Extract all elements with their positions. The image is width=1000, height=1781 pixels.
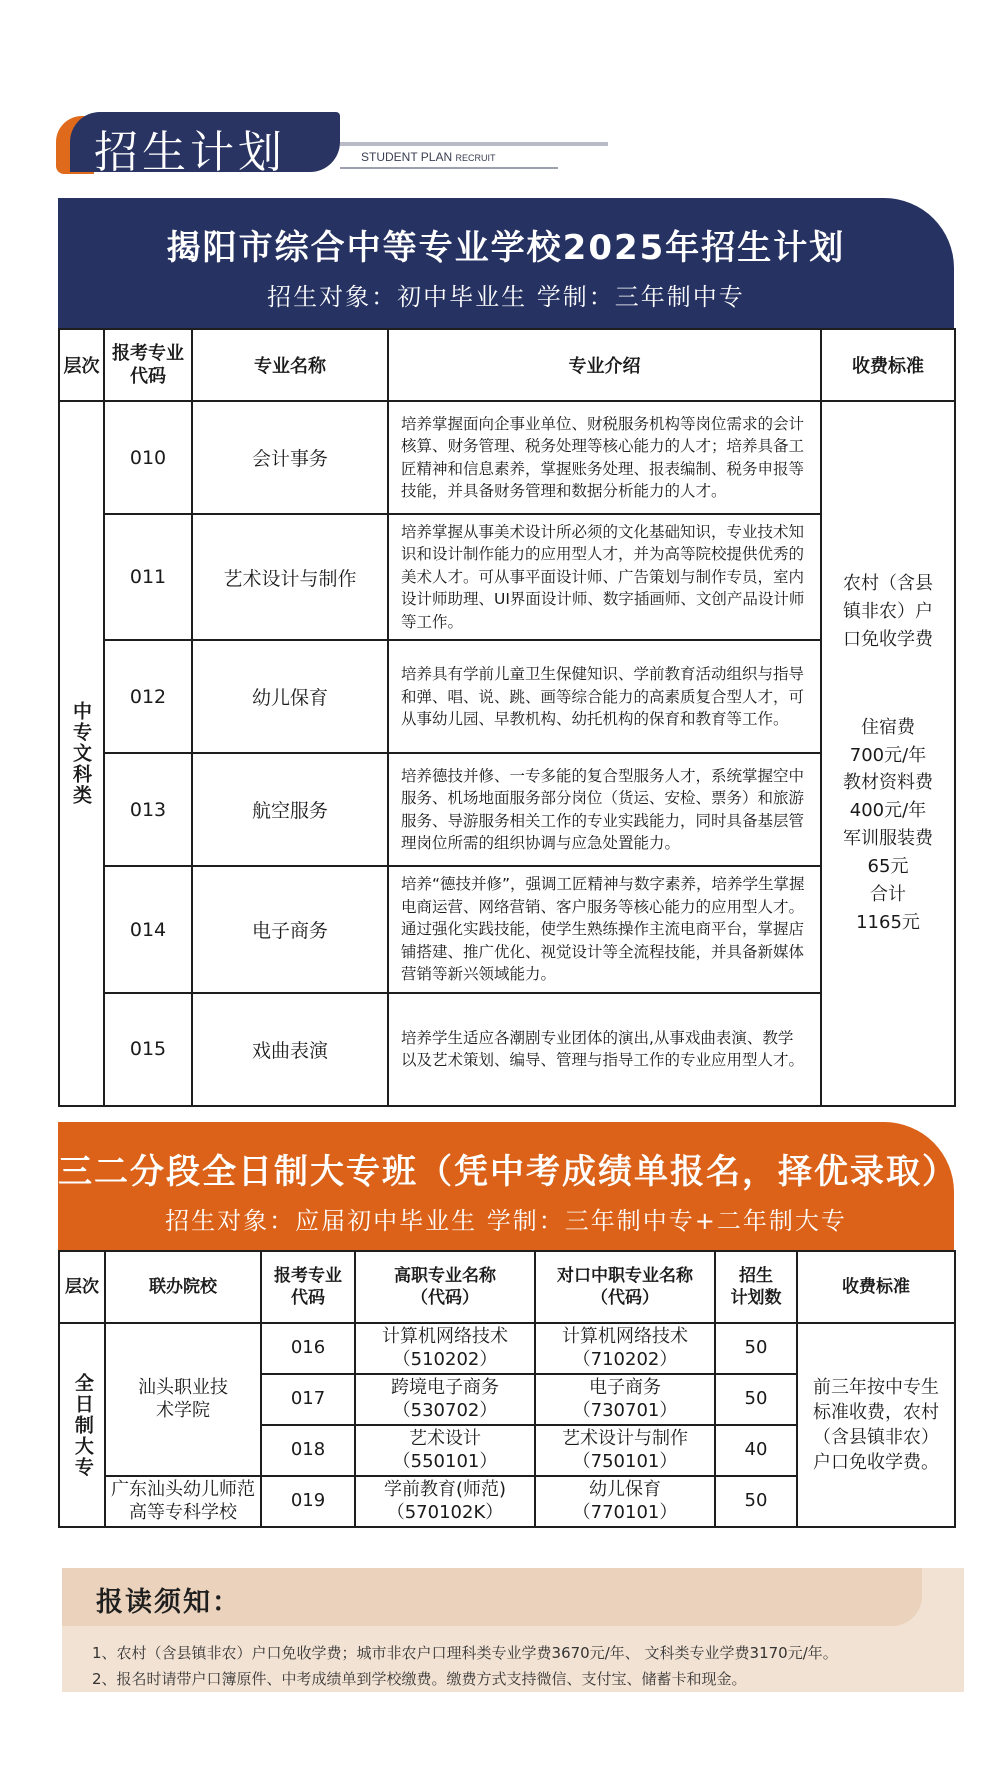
plan2-table <box>58 1250 956 1528</box>
sv-major-name: 幼儿保育 <box>589 1479 661 1500</box>
col-sv-major: 对口中职专业名称 （代码） <box>535 1251 715 1323</box>
col-hv-major: 高职专业名称 （代码） <box>355 1251 535 1323</box>
hv-major-code: （530702） <box>392 1399 498 1421</box>
code-cell: 017 <box>261 1374 355 1425</box>
sv-major-cell <box>535 1425 715 1476</box>
level-cell <box>59 401 104 1106</box>
fee-line: 住宿费 <box>861 716 915 738</box>
school-cell <box>105 1323 261 1476</box>
intro-cell: 培养掌握从事美术设计所必须的文化基础知识，专业技术知识和设计制作能力的应用型人才，并为高等院校提供优秀的美术人才。可从事平面设计师、广告策划与制作专员，室内设计师助理、UI界面设计师、数字插画师、文创产品设计师等工作。 <box>388 514 821 640</box>
fee-cell <box>821 401 955 1106</box>
school-name: 广东汕头幼儿师范高等专科学校 <box>111 1479 255 1523</box>
code-cell: 010 <box>104 401 192 514</box>
fee-line: 口免收学费 <box>843 628 933 650</box>
fee-line: 1165元 <box>856 911 920 933</box>
code-cell: 019 <box>261 1476 355 1527</box>
plan2-title: 三二分段全日制大专班（凭中考成绩单报名，择优录取） <box>58 1152 958 1192</box>
notice-list <box>92 1640 838 1693</box>
table-row <box>59 401 955 514</box>
level-cell <box>59 1323 105 1527</box>
fee-line: 军训服装费 <box>843 828 933 850</box>
hv-major-code: （510202） <box>392 1348 498 1370</box>
hv-major-code: （550101） <box>392 1450 498 1472</box>
code-cell: 018 <box>261 1425 355 1476</box>
sv-major-code: （770101） <box>572 1501 678 1523</box>
hv-major-name: 跨境电子商务 <box>391 1377 499 1398</box>
code-cell: 011 <box>104 514 192 640</box>
fee-spacer <box>828 654 948 714</box>
sv-major-name: 艺术设计与制作 <box>562 1428 688 1449</box>
col-code: 报考专业 代码 <box>261 1251 355 1323</box>
count-cell: 40 <box>715 1425 797 1476</box>
col-school: 联办院校 <box>105 1251 261 1323</box>
fee-line: 教材资料费 <box>843 772 933 794</box>
name-cell: 艺术设计与制作 <box>192 514 388 640</box>
list-item: 2、报名时请带户口簿原件、中考成绩单到学校缴费。缴费方式支持微信、支付宝、储蓄卡和现金。 <box>92 1670 747 1689</box>
name-cell: 幼儿保育 <box>192 640 388 753</box>
level-label: 全日制大专 <box>71 1372 94 1478</box>
plan2-subtitle: 招生对象：应届初中毕业生 学制：三年制中专+二年制大专 <box>165 1207 847 1235</box>
fee-text: 前三年按中专生标准收费，农村（含县镇非农）户口免收学费。 <box>813 1376 939 1474</box>
sv-major-cell <box>535 1374 715 1425</box>
list-item: 1、农村（含县镇非农）户口免收学费；城市非农户口理科类专业学费3670元/年、 文科类专业学费3170元/年。 <box>92 1644 838 1662</box>
name-cell: 会计事务 <box>192 401 388 514</box>
sv-major-name: 计算机网络技术 <box>562 1326 688 1347</box>
name-cell: 戏曲表演 <box>192 993 388 1106</box>
hv-major-cell <box>355 1425 535 1476</box>
school-cell <box>105 1476 261 1527</box>
intro-cell: 培养德技并修、一专多能的复合型服务人才，系统掌握空中服务、机场地面服务部分岗位（货运、安检、票务）和旅游服务、导游服务相关工作的专业实践能力，同时具备基层管理岗位所需的组织协调与应急处置能力。 <box>388 753 821 866</box>
fee-line: 镇非农）户 <box>843 600 933 622</box>
fee-cell <box>797 1323 955 1527</box>
code-cell: 012 <box>104 640 192 753</box>
plan1-subtitle: 招生对象：初中毕业生 学制：三年制中专 <box>267 283 745 311</box>
intro-cell: 培养具有学前儿童卫生保健知识、学前教育活动组织与指导和弹、唱、说、跳、画等综合能力的高素质复合型人才，可从事幼儿园、早教机构、幼托机构的保育和教育等工作。 <box>388 640 821 753</box>
banner-divider <box>340 142 608 146</box>
page-title: 招生计划 <box>94 127 286 178</box>
table-row <box>59 514 955 640</box>
table-row <box>59 753 955 866</box>
notice-content <box>62 1568 964 1692</box>
table-row <box>59 866 955 992</box>
table-row <box>59 640 955 753</box>
section-banner <box>56 112 556 176</box>
fee-line: 65元 <box>867 856 909 878</box>
page-subtitle: STUDENT PLAN RECRUIT <box>361 150 496 164</box>
sv-major-code: （750101） <box>572 1450 678 1472</box>
fee-line: 400元/年 <box>849 800 927 822</box>
code-cell: 013 <box>104 753 192 866</box>
col-level: 层次 <box>59 329 104 401</box>
count-cell: 50 <box>715 1476 797 1527</box>
intro-cell: 培养学生适应各潮剧专业团体的演出,从事戏曲表演、教学以及艺术策划、编导、管理与指导工作的专业应用型人才。 <box>388 993 821 1106</box>
plan1-title: 揭阳市综合中等专业学校2025年招生计划 <box>166 228 846 268</box>
code-cell: 016 <box>261 1323 355 1374</box>
table-header-row <box>59 1251 955 1323</box>
hv-major-cell <box>355 1476 535 1527</box>
banner-underline <box>340 167 558 169</box>
hv-major-name: 学前教育(师范) <box>383 1479 507 1500</box>
hv-major-code: （570102K） <box>386 1501 504 1523</box>
intro-cell: 培养掌握面向企事业单位、财税服务机构等岗位需求的会计核算、财务管理、税务处理等核心能力的人才；培养具备工匠精神和信息素养，掌握账务处理、报表编制、税务申报等技能，并具备财务管理和数据分析能力的人才。 <box>388 401 821 514</box>
col-name: 专业名称 <box>192 329 388 401</box>
sv-major-cell <box>535 1476 715 1527</box>
col-level: 层次 <box>59 1251 105 1323</box>
notice-title: 报读须知： <box>96 1587 241 1618</box>
hv-major-cell <box>355 1374 535 1425</box>
sv-major-code: （730701） <box>572 1399 678 1421</box>
hv-major-name: 艺术设计 <box>409 1428 481 1449</box>
name-cell: 航空服务 <box>192 753 388 866</box>
hv-major-cell <box>355 1323 535 1374</box>
count-cell: 50 <box>715 1374 797 1425</box>
plan1-table <box>58 328 956 1107</box>
col-intro: 专业介绍 <box>388 329 821 401</box>
col-code: 报考专业 代码 <box>104 329 192 401</box>
plan1-header <box>58 198 954 328</box>
fee-line: 合计 <box>870 883 906 905</box>
plan2-header <box>58 1122 958 1250</box>
code-cell: 015 <box>104 993 192 1106</box>
col-count: 招生 计划数 <box>715 1251 797 1323</box>
table-row <box>59 993 955 1106</box>
count-cell: 50 <box>715 1323 797 1374</box>
table-header-row <box>59 329 955 401</box>
level-label: 中专文科类 <box>70 700 92 806</box>
col-fee: 收费标准 <box>821 329 955 401</box>
sv-major-name: 电子商务 <box>589 1377 661 1398</box>
intro-cell: 培养“德技并修”，强调工匠精神与数字素养，培养学生掌握电商运营、网络营销、客户服务等核心能力的应用型人才。通过强化实践技能，使学生熟练操作主流电商平台，掌握店铺搭建、推广优化、视觉设计等全流程技能，并具备新媒体营销等新兴领域能力。 <box>388 866 821 992</box>
name-cell: 电子商务 <box>192 866 388 992</box>
school-name: 汕头职业技术学院 <box>138 1377 228 1421</box>
code-cell: 014 <box>104 866 192 992</box>
fee-line: 700元/年 <box>849 744 927 766</box>
sv-major-code: （710202） <box>572 1348 678 1370</box>
col-fee: 收费标准 <box>797 1251 955 1323</box>
table-row <box>59 1323 955 1374</box>
sv-major-cell <box>535 1323 715 1374</box>
fee-line: 农村（含县 <box>843 572 933 594</box>
hv-major-name: 计算机网络技术 <box>382 1326 508 1347</box>
